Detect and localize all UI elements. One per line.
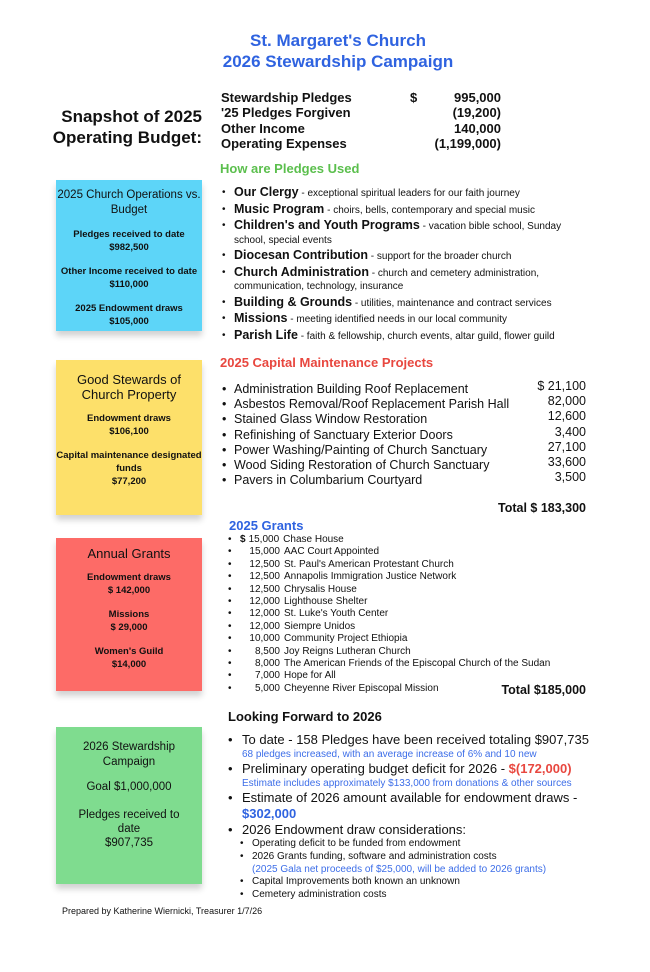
pledge-use-item [222,249,592,264]
grant-item [228,571,588,583]
grant-name: AAC Court Appointed [284,546,380,558]
box-line: $110,000 [109,279,149,290]
pledge-use-item [222,312,592,327]
grant-amount: 12,500 [249,571,280,583]
capital-item: • Power Washing/Painting of Church Sanctuary [222,443,522,458]
box-figure [56,449,202,488]
grant-amount: 12,000 [249,596,280,608]
grant-name: St. Luke's Youth Center [284,608,389,620]
capital-amount: 3,500 [554,470,586,485]
grant-item [228,658,588,670]
capital-amount: 82,000 [547,394,586,409]
box-line: $907,735 [105,837,153,849]
grant-amount: 12,000 [249,608,280,620]
capital-amount: 3,400 [554,424,586,439]
budget-row [221,136,501,151]
grant-item [228,596,588,608]
box-line: $ 142,000 [107,585,151,596]
grant-item [228,646,588,658]
capital-item: • Stained Glass Window Restoration [222,412,522,427]
grant-item [228,670,588,682]
grants-list [228,534,588,695]
grant-name: St. Paul's American Protestant Church [284,558,454,570]
box-figure [56,412,202,438]
pledge-use-title: Parish Life [234,327,298,342]
pledge-use-desc: - meeting identified needs in our local community [287,314,508,325]
grant-item [228,633,588,645]
capital-amount: 27,100 [547,439,586,454]
grant-name: Chase House [283,534,344,545]
grant-name: Hope for All [284,670,336,682]
consideration-item: • Cemetery administration costs [240,889,608,902]
box-line: Endowment draws [87,413,171,424]
grant-name: Cheyenne River Episcopal Mission [284,682,439,694]
budget-label: '25 Pledges Forgiven [221,105,351,121]
capital-amount: $ 21,100 [537,379,586,393]
pledge-use-desc: - church and cemetery administration, communication, technology, insurance [234,267,540,292]
budget-row [221,90,501,105]
pledge-use-item [222,296,592,311]
grant-amount: 10,000 [249,633,280,645]
budget-value: 995,000 [454,90,501,105]
grant-item [228,621,588,633]
box-line: Women's Guild [94,646,164,657]
forward-heading: Looking Forward to 2026 [228,709,382,724]
pledge-use-desc: - exceptional spiritual leaders for our faith journey [298,188,520,199]
box-figure [56,302,202,328]
pledge-use-title: Missions [234,311,288,325]
grant-amount: 12,000 [249,620,280,632]
pledge-use-item [222,266,592,294]
box-line: $ 29,000 [110,622,148,633]
grant-name: Community Project Ethiopia [284,633,408,645]
box-figure [56,645,202,671]
pledge-use-title: Music Program [234,201,325,216]
snapshot-title: Snapshot of 2025 Operating Budget: [52,107,202,147]
pledge-use-desc: - choirs, bells, contemporary and special music [324,204,535,216]
forward-list [228,732,608,901]
property-box [56,360,202,515]
capital-total: Total $ 183,300 [497,501,586,515]
grant-currency: $ [240,534,246,545]
pledge-use-item [222,203,592,218]
consideration-item: • Operating deficit to be funded from endowment [240,838,608,851]
box-line: Endowment draws [87,572,171,583]
capital-heading: 2025 Capital Maintenance Projects [220,355,434,370]
budget-table [221,90,501,151]
grants-heading: 2025 Grants [229,518,304,533]
pledge-use-item [222,186,592,201]
capital-item: • Refinishing of Sanctuary Exterior Doors [222,428,522,443]
box-figure [56,608,202,634]
pledge-use-title: Diocesan Contribution [234,248,369,262]
budget-value: (19,200) [452,105,501,121]
pledge-use-desc: - utilities, maintenance and contract services [352,297,552,309]
box-line: 2025 Endowment draws [75,303,183,314]
pledge-use-item [222,329,592,344]
box-line: Goal $1,000,000 [86,781,172,793]
pledge-use-desc: - faith & fellowship, church events, altar guild, flower guild [297,330,555,342]
grant-item [228,534,588,546]
pledge-use-title: Our Clergy [234,185,299,199]
box-title: Good Stewards of Church Property [76,372,182,402]
box-figure [56,228,202,254]
grant-name: Annapolis Immigration Justice Network [284,571,457,583]
grant-name: Chrysalis House [284,583,357,595]
budget-label: Operating Expenses [221,135,347,151]
campaign-title: 2026 Stewardship Campaign [222,52,454,71]
forward-item: • To date - 158 Pledges have been received totaling $907,735 68 pledges increased, with an average increase of 6% and 10 new [228,732,608,761]
budget-label: Other Income [221,120,305,136]
capital-item: • Administration Building Roof Replacement [222,382,522,397]
capital-amount: 33,600 [547,455,586,470]
box-line: Capital maintenance designated funds [56,450,202,474]
forward-item: • 2026 Endowment draw considerations: • Operating deficit to be funded from endowment • 2026 Grants funding, software and administration costs (2025 Gala net proceeds of $25,000, will be added to 2026 grants) • Capital Improvements both known an unknown • Cemetery administration costs [228,822,608,901]
grant-name: Joy Reigns Lutheran Church [284,645,411,657]
capital-item: • Pavers in Columbarium Courtyard [222,473,522,488]
grant-amount: 5,000 [254,682,280,694]
pledge-use-item [222,219,592,247]
pledges-used-heading: How are Pledges Used [220,161,360,176]
pledges-used-list [222,186,592,345]
grant-amount: 8,000 [254,658,280,670]
budget-row [221,121,501,136]
pledge-use-title: Church Administration [234,264,369,279]
budget-currency: $ [410,90,418,105]
grant-item [228,559,588,571]
grant-amount: 15,000 [249,546,280,558]
church-name: St. Margaret's Church [250,31,426,50]
grant-amount: 12,500 [249,583,280,595]
box-line: $105,000 [109,316,149,327]
box-line: $77,200 [111,476,147,487]
campaign-box [56,727,202,884]
box-figure [56,571,202,597]
budget-row [221,105,501,120]
forward-item: • Estimate of 2026 amount available for endowment draws - $302,000 [228,790,608,822]
grants-box [56,538,202,691]
pledge-use-title: Children's and Youth Programs [234,218,420,232]
grant-item [228,546,588,558]
grant-name: Siempre Unidos [284,620,356,632]
grant-amount: 8,500 [254,645,280,657]
box-title: 2025 Church Operations vs. Budget [57,189,201,216]
capital-amounts [500,379,586,485]
grant-name: The American Friends of the Episcopal Church of the Sudan [284,658,551,670]
consideration-item: • Capital Improvements both known an unknown [240,876,608,889]
grant-amount: 7,000 [254,670,280,682]
budget-value: (1,199,000) [434,135,501,151]
box-title: 2026 Stewardship Campaign [82,741,176,768]
box-line: Other Income received to date [60,266,198,277]
pledge-use-title: Building & Grounds [234,294,353,309]
grant-amount: 15,000 [248,534,280,545]
grant-item [228,608,588,620]
footer-prepared-by: Prepared by Katherine Wiernicki, Treasurer 1/7/26 [62,906,263,916]
box-title: Annual Grants [87,546,171,561]
box-figure [56,265,202,291]
pledge-use-desc: - vacation bible school, Sunday school, special events [234,221,562,246]
forward-item: • Preliminary operating budget deficit for 2026 - $(172,000) Estimate includes approximately $133,000 from donations & other sources [228,761,608,790]
budget-value: 140,000 [454,120,501,136]
grant-name: Lighthouse Shelter [284,596,368,608]
grant-amount: 12,500 [249,558,280,570]
box-line: Pledges received to date [78,809,180,835]
box-line: $106,100 [109,426,149,437]
box-line: $982,500 [109,242,149,253]
capital-list [222,382,522,488]
capital-amount: 12,600 [547,409,586,424]
grant-item [228,584,588,596]
box-line: Missions [108,609,150,620]
capital-item: • Wood Siding Restoration of Church Sanctuary [222,458,522,473]
box-line: Pledges received to date [73,229,185,240]
budget-label: Stewardship Pledges [221,90,352,105]
capital-item: • Asbestos Removal/Roof Replacement Parish Hall [222,397,522,412]
pledge-use-desc: - support for the broader church [368,251,512,262]
grants-total: Total $185,000 [501,683,586,697]
box-line: $14,000 [111,659,147,670]
consideration-item: • 2026 Grants funding, software and administration costs (2025 Gala net proceeds of $25,000, will be added to 2026 grants) [240,851,608,877]
operations-box [56,180,202,331]
